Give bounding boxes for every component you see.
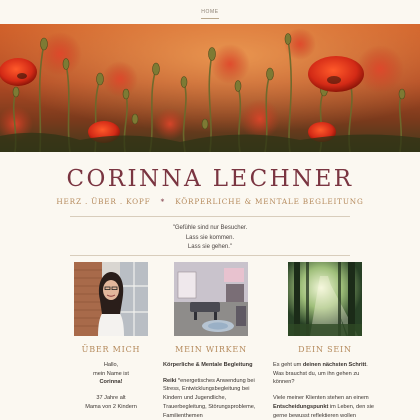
practice-room-photo[interactable] <box>174 262 248 336</box>
divider-top <box>70 216 350 217</box>
quote-line-1: "Gefühle sind nur Besucher. <box>172 225 248 231</box>
portrait-illustration <box>74 262 148 336</box>
site-tagline <box>0 197 420 206</box>
divider-bottom <box>70 255 350 256</box>
about-name: Corinna! <box>99 379 123 386</box>
being-p2-text-c: im Leben, den sie gerne bewusst reflektieren wollen <box>273 403 375 419</box>
work-subtitle: Körperliche & Mentale Begleitung <box>163 362 253 368</box>
about-column <box>68 262 154 412</box>
forest-light-photo[interactable] <box>288 262 362 336</box>
about-text <box>68 361 154 412</box>
work-reiki-label: Reiki <box>163 377 177 384</box>
about-line-1: Hallo, <box>103 362 119 368</box>
practice-room-illustration <box>174 262 248 336</box>
quote-line-3: Lass sie gehen." <box>187 244 233 250</box>
about-heading: ÜBER MICH <box>81 345 141 354</box>
top-navigation <box>0 0 420 24</box>
work-column <box>163 262 259 420</box>
tagline-star-icon: * <box>160 197 166 206</box>
about-line-5: Mama von 2 Kindern <box>85 403 137 410</box>
quote-line-2: Lass sie kommen. <box>185 234 235 241</box>
work-text <box>163 361 259 420</box>
poppy-field-illustration <box>0 24 420 152</box>
being-text <box>273 361 377 420</box>
work-heading: MEIN WIRKEN <box>175 345 247 354</box>
brand-header <box>0 166 420 206</box>
work-reiki-text: *energetisches Anwendung bei Stress, Entwicklungsbegleitung bei Kindern und Jugendliche, Trauerbegleitung, Störungsprobleme, Familienthemen <box>163 377 256 419</box>
being-p1-emphasis: deinen nächsten Schritt <box>302 362 367 368</box>
being-paragraph-1 <box>273 361 377 387</box>
tagline-part-2: KÖRPERLICHE & MENTALE BEGLEITUNG <box>175 197 364 206</box>
being-p2-text-a: Viele meiner Klienten stehen an einem <box>273 395 369 402</box>
being-heading: DEIN SEIN <box>298 345 352 354</box>
being-p1-text-a: Es geht um <box>273 362 303 368</box>
being-column <box>273 262 377 420</box>
nav-home-link[interactable]: HOME <box>201 9 218 19</box>
quote-block <box>0 224 420 253</box>
about-line-2: mein Name ist <box>93 370 129 377</box>
being-paragraph-2 <box>273 394 377 420</box>
hero-banner-image <box>0 24 420 152</box>
being-p2-emphasis: Entscheidungspunkt <box>273 403 329 410</box>
site-title: CORINNA LECHNER <box>66 166 354 192</box>
portrait-photo[interactable] <box>74 262 148 336</box>
work-reiki-paragraph <box>163 377 259 420</box>
being-p1-text-c: . Was brauchst du, um ihn gehen zu können? <box>273 362 368 386</box>
forest-light-illustration <box>288 262 362 336</box>
tagline-part-1: HERZ . ÜBER . KOPF <box>56 197 151 206</box>
about-line-4: 37 Jahre alt <box>96 395 126 402</box>
